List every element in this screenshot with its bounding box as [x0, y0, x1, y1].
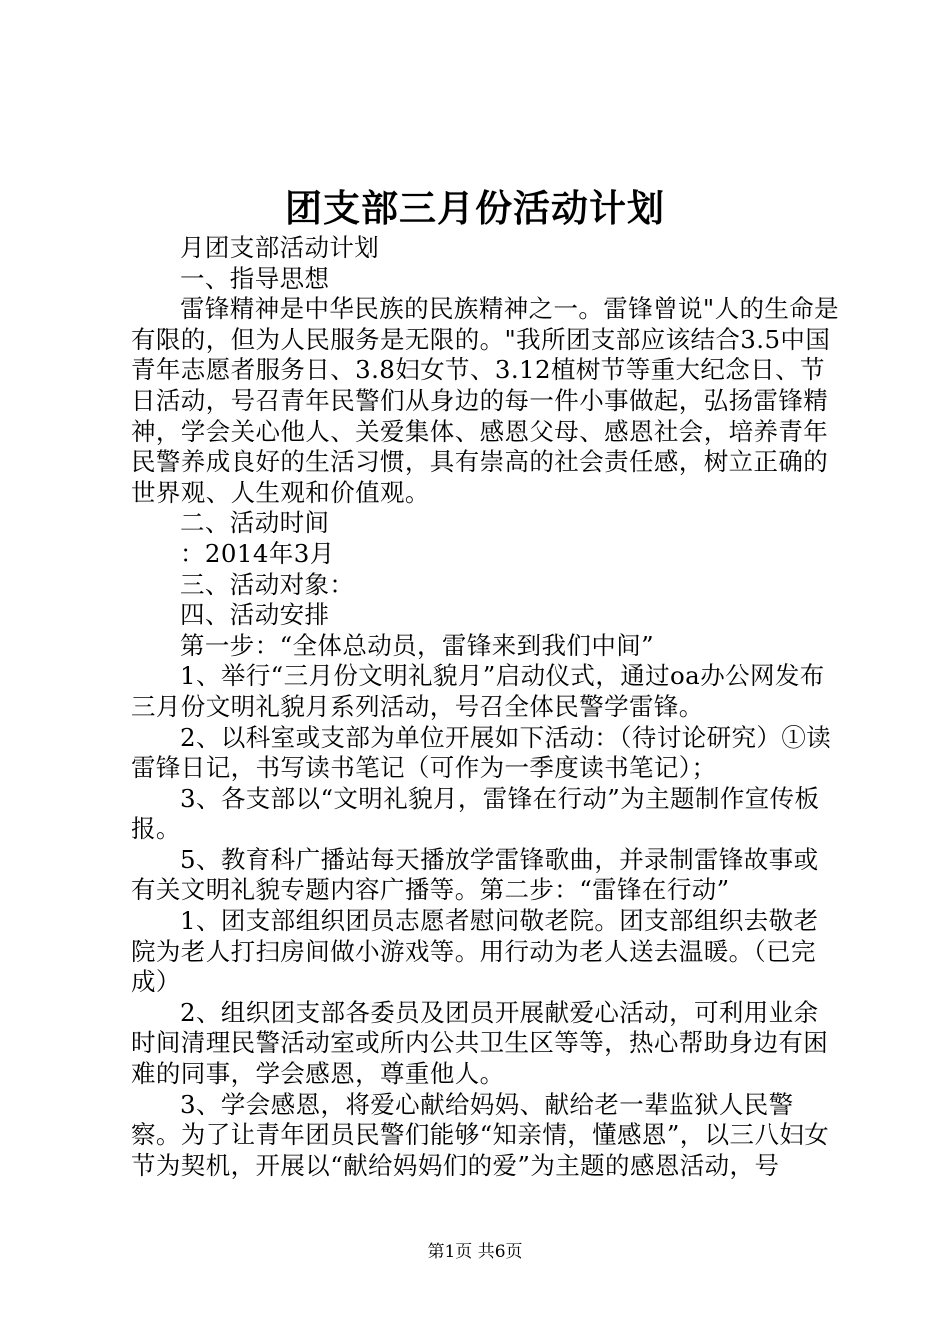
list-item: 2、以科室或支部为单位开展如下活动：（待讨论研究）①读雷锋日记，书写读书笔记（可作为一季度读书笔记）； [131, 722, 832, 783]
section-heading: 一、指导思想 [180, 263, 330, 293]
section-heading: 二、活动时间 [180, 508, 330, 538]
document-body [131, 233, 843, 1181]
paragraph: 月团支部活动计划 [180, 233, 380, 262]
list-item: 3、学会感恩，将爱心献给妈妈、献给老一辈监狱人民警察。为了让青年团员民警们能够“知亲情，懂感恩”，以三八妇女节为契机，开展以“献给妈妈们的爱”为主题的感恩活动，号 [131, 1089, 830, 1180]
list-item: 2、组织团支部各委员及团员开展献爱心活动，可利用业余时间清理民警活动室或所内公共卫生区等等，热心帮助身边有困难的同事，学会感恩，尊重他人。 [131, 997, 829, 1089]
document-title: 团支部三月份活动计划 [285, 186, 665, 230]
list-item: 5、教育科广播站每天播放学雷锋歌曲，并录制雷锋故事或有关文明礼貌专题内容广播等。第二步：“雷锋在行动” [131, 844, 819, 905]
page-footer: 第1页 共6页 [427, 1242, 523, 1262]
list-item: 3、各支部以“文明礼貌月，雷锋在行动”为主题制作宣传板报。 [131, 783, 820, 844]
step-heading: 第一步：“全体总动员，雷锋来到我们中间” [180, 630, 655, 660]
paragraph: ：2014年3月 [180, 538, 335, 568]
section-heading: 四、活动安排 [180, 600, 330, 630]
paragraph: 雷锋精神是中华民族的民族精神之一。雷锋曾说"人的生命是有限的，但为人民服务是无限的。"我所团支部应该结合3.5中国青年志愿者服务日、3.8妇女节、3.12植树节等重大纪念日、节日活动，号召青年民警们从身边的每一件小事做起，弘扬雷锋精神，学会关心他人、关爱集体、感恩父母、感恩社会，培养青年民警养成良好的生活习惯，具有崇高的社会责任感，树立正确的世界观、人生观和价值观。 [131, 294, 840, 507]
list-item: 1、举行“三月份文明礼貌月”启动仪式，通过oa办公网发布三月份文明礼貌月系列活动，号召全体民警学雷锋。 [131, 661, 825, 721]
section-heading: 三、活动对象： [180, 569, 355, 599]
list-item: 1、团支部组织团员志愿者慰问敬老院。团支部组织去敬老院为老人打扫房间做小游戏等。用行动为老人送去温暖。（已完成） [131, 906, 819, 997]
